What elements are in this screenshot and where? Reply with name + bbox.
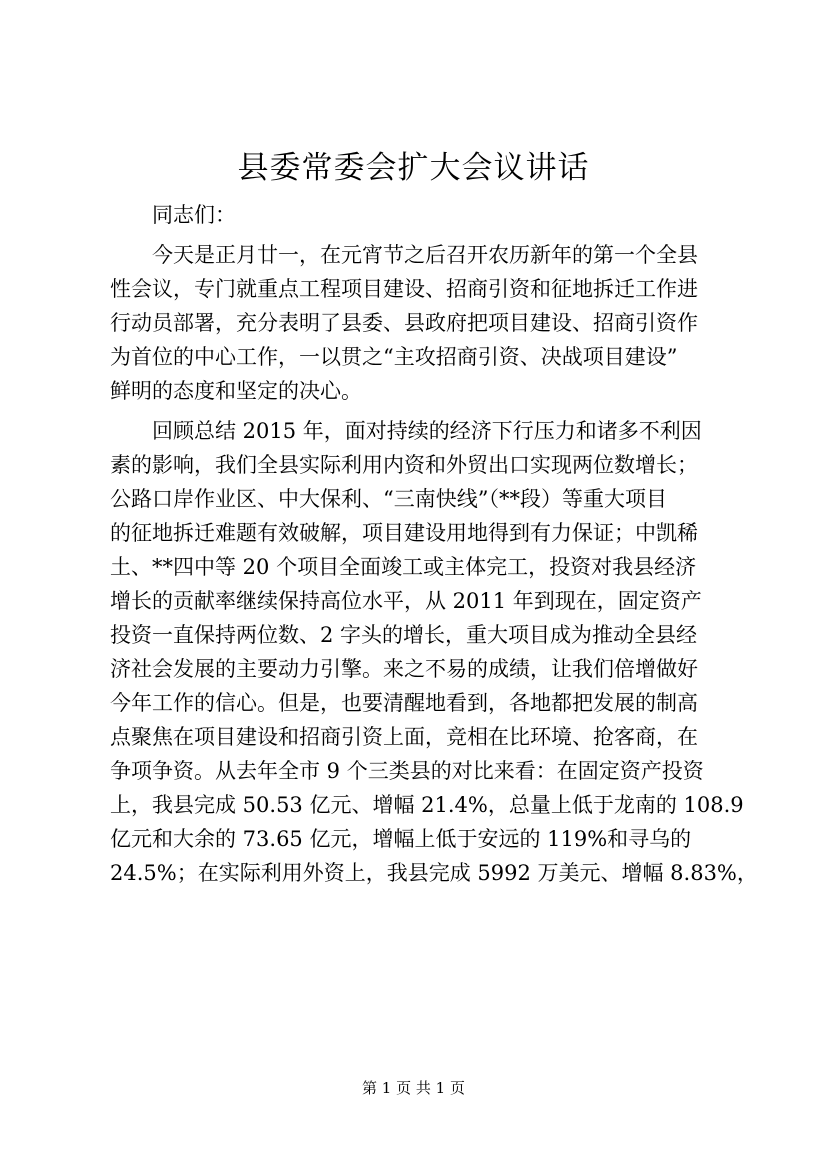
salutation: 同志们： <box>152 203 236 227</box>
paragraph-line: 今天是正月廿一，在元宵节之后召开农历新年的第一个全县 <box>152 243 698 267</box>
paragraph-line: 回顾总结 2015 年，面对持续的经济下行压力和诸多不利因 <box>152 419 702 443</box>
paragraph-line: 上，我县完成 50.53 亿元、增幅 21.4%，总量上低于龙南的 108.9 <box>110 793 744 817</box>
page-footer: 第 1 页 共 1 页 <box>362 1079 465 1097</box>
paragraph-line: 济社会发展的主要动力引擎。来之不易的成绩，让我们倍增做好 <box>110 657 698 681</box>
paragraph-line: 行动员部署，充分表明了县委、县政府把项目建设、招商引资作 <box>110 311 698 335</box>
document-body <box>110 198 758 890</box>
paragraph-line: 争项争资。从去年全市 9 个三类县的对比来看：在固定资产投资 <box>110 759 704 783</box>
paragraph-line: 增长的贡献率继续保持高位水平，从 2011 年到现在，固定资产 <box>110 589 702 613</box>
paragraph-line: 点聚焦在项目建设和招商引资上面，竞相在比环境、抢客商，在 <box>110 725 698 749</box>
paragraph-line: 的征地拆迁难题有效破解，项目建设用地得到有力保证；中凯稀 <box>110 521 698 545</box>
paragraph-2 <box>110 414 758 890</box>
paragraph-line: 鲜明的态度和坚定的决心。 <box>110 379 362 403</box>
document-title: 县委常委会扩大会议讲话 <box>237 150 590 186</box>
paragraph-line: 今年工作的信心。但是，也要清醒地看到，各地都把发展的制高 <box>110 691 698 715</box>
paragraph-line: 公路口岸作业区、中大保利、“三南快线”（**段）等重大项目 <box>110 487 667 511</box>
paragraph-line: 亿元和大余的 73.65 亿元，增幅上低于安远的 119%和寻乌的 <box>110 827 692 851</box>
paragraph-1 <box>110 238 730 408</box>
paragraph-line: 素的影响，我们全县实际利用内资和外贸出口实现两位数增长； <box>110 453 698 477</box>
paragraph-line: 24.5%；在实际利用外资上，我县完成 5992 万美元、增幅 8.83%， <box>110 861 758 885</box>
paragraph-line: 性会议，专门就重点工程项目建设、招商引资和征地拆迁工作进 <box>110 277 698 301</box>
paragraph-line: 土、**四中等 20 个项目全面竣工或主体完工，投资对我县经济 <box>110 555 697 579</box>
paragraph-line: 为首位的中心工作，一以贯之“主攻招商引资、决战项目建设” <box>110 345 678 369</box>
paragraph-line: 投资一直保持两位数、2 字头的增长，重大项目成为推动全县经 <box>110 623 698 647</box>
